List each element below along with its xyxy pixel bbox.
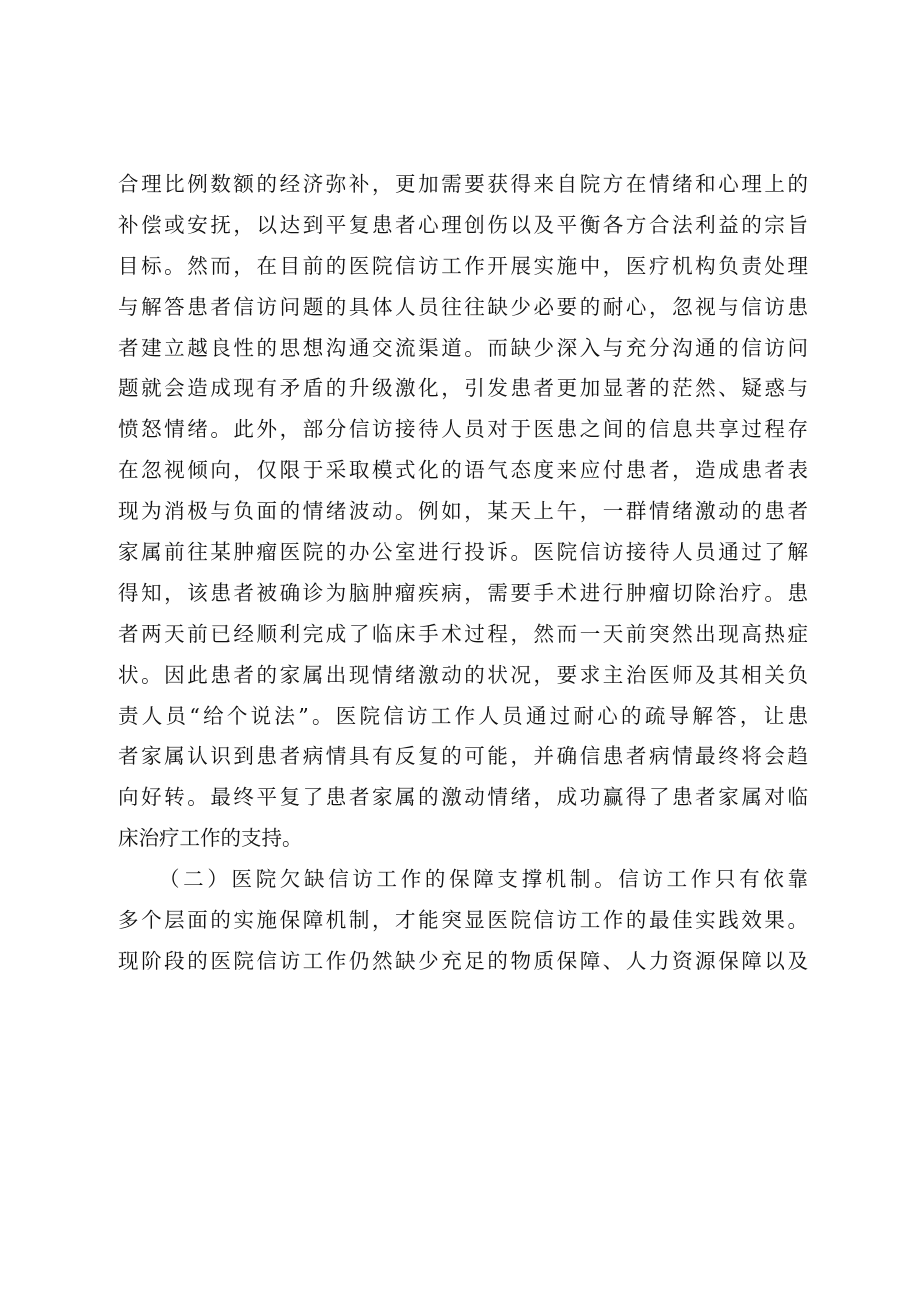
text-line-7: 愤怒情绪。此外，部分信访接待人员对于医患之间的信息共享过程存 — [118, 417, 808, 442]
text-line-20: 现阶段的医院信访工作仍然缺少充足的物质保障、人力资源保障以及 — [118, 948, 808, 973]
text-line-1: 合理比例数额的经济弥补，更加需要获得来自院方在情绪和心理上的 — [118, 172, 808, 196]
text-line-14: 责人员“给个说法”。医院信访工作人员通过耐心的疏导解答，让患 — [118, 703, 808, 728]
text-line-12: 者两天前已经顺利完成了临床手术过程，然而一天前突然出现高热症 — [118, 621, 808, 646]
text-line-13: 状。因此患者的家属出现情绪激动的状况，要求主治医师及其相关负 — [118, 662, 808, 687]
text-line-10: 家属前往某肿瘤医院的办公室进行投诉。医院信访接待人员通过了解 — [118, 540, 808, 565]
text-line-16: 向好转。最终平复了患者家属的激动情绪，成功赢得了患者家属对临 — [118, 785, 808, 810]
text-line-19: 多个层面的实施保障机制，才能突显医院信访工作的最佳实践效果。 — [118, 908, 808, 933]
text-line-9: 现为消极与负面的情绪波动。例如，某天上午，一群情绪激动的患者 — [118, 499, 808, 524]
text-line-3: 目标。然而，在目前的医院信访工作开展实施中，医疗机构负责处理 — [118, 253, 808, 278]
text-line-17: 床治疗工作的支持。 — [118, 826, 303, 851]
body-text — [118, 164, 808, 982]
text-line-5: 者建立越良性的思想沟通交流渠道。而缺少深入与充分沟通的信访问 — [118, 335, 808, 360]
text-line-11: 得知，该患者被确诊为脑肿瘤疾病，需要手术进行肿瘤切除治疗。患 — [118, 580, 808, 605]
text-line-2: 补偿或安抚，以达到平复患者心理创伤以及平衡各方合法利益的宗旨 — [118, 212, 808, 237]
text-line-15: 者家属认识到患者病情具有反复的可能，并确信患者病情最终将会趋 — [118, 744, 808, 769]
text-line-8: 在忽视倾向，仅限于采取模式化的语气态度来应付患者，造成患者表 — [118, 458, 808, 483]
text-line-6: 题就会造成现有矛盾的升级激化，引发患者更加显著的茫然、疑惑与 — [118, 376, 808, 401]
section-heading-line: （二）医院欠缺信访工作的保障支撑机制。信访工作只有依靠 — [159, 867, 808, 892]
text-line-4: 与解答患者信访问题的具体人员往往缺少必要的耐心，忽视与信访患 — [118, 294, 808, 319]
